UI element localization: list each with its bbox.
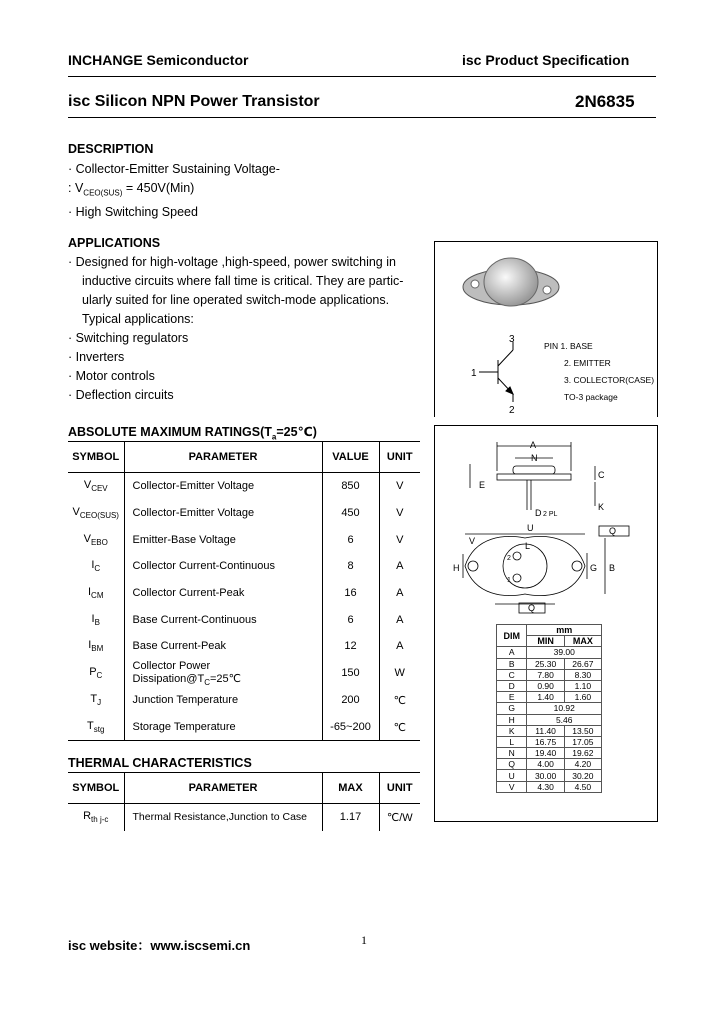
rating-symbol: $V_{EBO}$ xyxy=(83,532,108,547)
svg-text:V: V xyxy=(469,536,476,546)
ratings-header-row xyxy=(68,442,420,473)
svg-text:Q: Q xyxy=(528,603,536,613)
table-row xyxy=(68,473,420,500)
title-rule xyxy=(68,117,656,118)
rating-unit: A xyxy=(379,553,420,580)
col-max: MAX xyxy=(322,773,379,804)
spec-prefix: isc xyxy=(462,52,482,68)
rating-value: 8 xyxy=(322,553,379,580)
footer-website xyxy=(68,935,250,954)
rating-param: Storage Temperature xyxy=(124,714,322,741)
outline-drawing xyxy=(435,426,657,616)
pin-num-3: 3 xyxy=(509,334,515,345)
dim-row xyxy=(497,770,602,781)
table-row xyxy=(68,580,420,607)
thermal-table xyxy=(68,772,420,831)
rating-value: 6 xyxy=(322,526,379,553)
page-number: 1 xyxy=(361,933,367,947)
ratings-heading-tail: =25℃) xyxy=(276,425,317,439)
rating-param: Base Current-Peak xyxy=(124,633,322,660)
rating-symbol: $T_{stg}$ xyxy=(87,719,105,735)
rating-value: 12 xyxy=(322,633,379,660)
dim-row xyxy=(497,759,602,770)
dim-col-unit: mm xyxy=(527,625,602,636)
app-line: · Switching regulators xyxy=(68,331,189,345)
svg-text:K: K xyxy=(598,502,605,512)
dim-min: 0.90 xyxy=(527,680,564,691)
dim-letter: B xyxy=(497,658,527,669)
dim-row xyxy=(497,736,602,747)
dim-max: 8.30 xyxy=(564,669,601,680)
rating-unit: ℃ xyxy=(379,687,420,714)
pin-2-label: 2. EMITTER xyxy=(564,358,611,368)
thermal-param: Thermal Resistance,Junction to Case xyxy=(124,804,322,831)
dim-letter: N xyxy=(497,748,527,759)
app-line: · Designed for high-voltage ,high-speed, power switching in xyxy=(68,255,396,269)
col-unit: UNIT xyxy=(379,773,420,804)
svg-text:1: 1 xyxy=(507,577,511,584)
dim-max: 17.05 xyxy=(564,736,601,747)
dim-letter: U xyxy=(497,770,527,781)
rating-param: Collector Power $Dissipation@T_C=25℃$ xyxy=(124,660,322,687)
dim-letter: E xyxy=(497,692,527,703)
rating-symbol: $T_J$ xyxy=(90,693,102,708)
col-parameter: PARAMETER xyxy=(124,773,322,804)
rating-unit: A xyxy=(379,580,420,607)
rating-symbol: $V_{CEO(SUS)}$ xyxy=(72,505,119,521)
dim-letter: L xyxy=(497,736,527,747)
rating-value: 150 xyxy=(322,660,379,687)
rating-unit: ℃ xyxy=(379,714,420,741)
applications-heading: APPLICATIONS xyxy=(68,236,161,250)
rating-unit: V xyxy=(379,526,420,553)
description-line: · Collector-Emitter Sustaining Voltage- xyxy=(68,162,280,176)
col-symbol: SYMBOL xyxy=(72,451,120,463)
dim-max: 19.62 xyxy=(564,748,601,759)
thermal-header-row xyxy=(68,773,420,804)
dim-value: 5.46 xyxy=(527,714,602,725)
svg-text:G: G xyxy=(590,563,598,573)
dim-min: 4.30 xyxy=(527,781,564,792)
dim-max: 13.50 xyxy=(564,725,601,736)
rating-value: 6 xyxy=(322,606,379,633)
part-number: 2N6835 xyxy=(575,92,635,111)
page-title xyxy=(68,93,320,111)
vceo-prefix: : V xyxy=(68,181,84,195)
rating-unit: V xyxy=(379,473,420,500)
rating-unit: A xyxy=(379,633,420,660)
svg-text:C: C xyxy=(598,470,605,480)
dim-row xyxy=(497,781,602,792)
rating-value: 16 xyxy=(322,580,379,607)
svg-text:E: E xyxy=(479,480,486,490)
dim-max: 30.20 xyxy=(564,770,601,781)
table-row xyxy=(68,526,420,553)
dim-row xyxy=(497,647,602,658)
rating-symbol: $I_B$ xyxy=(91,612,100,627)
ratings-table xyxy=(68,441,420,741)
pin-list xyxy=(544,338,654,406)
rating-param: Emitter-Base Voltage xyxy=(124,526,322,553)
applications-body xyxy=(68,253,403,405)
dim-letter: A xyxy=(497,647,527,658)
title-prefix: isc xyxy=(68,93,91,110)
svg-text:2 PL: 2 PL xyxy=(543,511,558,518)
dim-min: 1.40 xyxy=(527,692,564,703)
rating-param: Collector Current-Continuous xyxy=(124,553,322,580)
app-line: Typical applications: xyxy=(82,312,194,326)
svg-text:B: B xyxy=(609,563,616,573)
vceo-value: = 450V(Min) xyxy=(122,181,195,195)
rating-param: Junction Temperature xyxy=(124,687,322,714)
table-row xyxy=(68,687,420,714)
thermal-symbol: $R_{th j-c}$ xyxy=(83,810,109,825)
spec-label xyxy=(462,52,629,68)
app-line: · Motor controls xyxy=(68,369,155,383)
col-unit: UNIT xyxy=(379,442,420,473)
table-row xyxy=(68,804,420,831)
package-box xyxy=(434,241,658,417)
dim-min: 30.00 xyxy=(527,770,564,781)
svg-text:2: 2 xyxy=(507,555,511,562)
rating-symbol: $V_{CEV}$ xyxy=(83,479,108,494)
rating-value: -65~200 xyxy=(322,714,379,741)
description-body xyxy=(68,160,280,222)
vceo-sub: CEO(SUS) xyxy=(83,188,123,198)
dim-row xyxy=(497,725,602,736)
app-line: ularly suited for line operated switch-mode applications. xyxy=(82,293,390,307)
pin-1-label: PIN 1. BASE xyxy=(544,341,593,351)
rating-unit: W xyxy=(379,660,420,687)
table-row xyxy=(68,660,420,687)
dim-row xyxy=(497,680,602,691)
dim-letter: Q xyxy=(497,759,527,770)
ratings-heading xyxy=(68,424,317,442)
table-row xyxy=(68,606,420,633)
rating-symbol: $I_{BM}$ xyxy=(88,639,104,654)
pin-num-2: 2 xyxy=(509,405,515,416)
company-name: INCHANGE Semiconductor xyxy=(68,52,249,68)
dim-value: 10.92 xyxy=(527,703,602,714)
header-rule xyxy=(68,76,656,77)
dim-row xyxy=(497,669,602,680)
description-line: · High Switching Speed xyxy=(68,204,198,219)
rating-param: Base Current-Continuous xyxy=(124,606,322,633)
thermal-value: 1.17 xyxy=(322,804,379,831)
col-symbol: SYMBOL xyxy=(72,782,120,794)
dim-letter: V xyxy=(497,781,527,792)
rating-symbol: $I_C$ xyxy=(91,559,101,574)
dim-row xyxy=(497,703,602,714)
website-link[interactable]: www.iscsemi.cn xyxy=(150,938,251,953)
rating-param: Collector-Emitter Voltage xyxy=(124,500,322,527)
table-row xyxy=(68,553,420,580)
table-row xyxy=(68,714,420,741)
svg-text:A: A xyxy=(530,440,537,450)
dim-letter: K xyxy=(497,725,527,736)
rating-value: 850 xyxy=(322,473,379,500)
ratings-heading-text: ABSOLUTE MAXIMUM RATINGS(T xyxy=(68,425,272,439)
dim-letter: D xyxy=(497,680,527,691)
dim-min: 4.00 xyxy=(527,759,564,770)
dim-max: 4.20 xyxy=(564,759,601,770)
description-heading: DESCRIPTION xyxy=(68,142,154,156)
table-row xyxy=(68,500,420,527)
col-value: VALUE xyxy=(322,442,379,473)
ratings-heading-sub: a xyxy=(271,432,277,442)
rating-symbol: $P_C$ xyxy=(89,666,103,681)
dim-letter: H xyxy=(497,714,527,725)
dim-letter: G xyxy=(497,703,527,714)
rating-value: 450 xyxy=(322,500,379,527)
pin-num-1: 1 xyxy=(471,368,477,379)
rating-unit: A xyxy=(379,606,420,633)
pin-3-label: 3. COLLECTOR(CASE) xyxy=(564,375,655,385)
dim-min: 11.40 xyxy=(527,725,564,736)
title-text: Silicon NPN Power Transistor xyxy=(94,93,320,110)
col-parameter: PARAMETER xyxy=(124,442,322,473)
dim-max: 26.67 xyxy=(564,658,601,669)
dim-max: 1.10 xyxy=(564,680,601,691)
rating-value: 200 xyxy=(322,687,379,714)
dim-max: 1.60 xyxy=(564,692,601,703)
table-row xyxy=(68,633,420,660)
spec-text: Product Specification xyxy=(485,52,630,68)
dim-letter: C xyxy=(497,669,527,680)
svg-text:L: L xyxy=(525,541,531,551)
rating-param: Collector-Emitter Voltage xyxy=(124,473,322,500)
dim-row xyxy=(497,714,602,725)
dim-col-max: MAX xyxy=(564,636,601,647)
dimension-table xyxy=(496,624,602,793)
rating-symbol: $I_{CM}$ xyxy=(87,586,104,601)
dim-value: 39.00 xyxy=(527,647,602,658)
dim-col-dim: DIM xyxy=(497,625,527,647)
rating-unit: V xyxy=(379,500,420,527)
dim-min: 25.30 xyxy=(527,658,564,669)
description-line xyxy=(68,179,280,203)
dim-row xyxy=(497,692,602,703)
thermal-heading: THERMAL CHARACTERISTICS xyxy=(68,756,252,770)
app-line: · Deflection circuits xyxy=(68,388,174,402)
rating-param: Collector Current-Peak xyxy=(124,580,322,607)
dim-min: 16.75 xyxy=(527,736,564,747)
thermal-unit: ℃/W xyxy=(379,804,420,831)
dim-min: 19.40 xyxy=(527,748,564,759)
dim-max: 4.50 xyxy=(564,781,601,792)
svg-text:H: H xyxy=(453,563,460,573)
dim-row xyxy=(497,658,602,669)
dim-row xyxy=(497,748,602,759)
app-line: inductive circuits where fall time is critical. They are partic- xyxy=(82,274,404,288)
dim-min: 7.80 xyxy=(527,669,564,680)
svg-text:U: U xyxy=(527,523,534,533)
dim-unit-row xyxy=(497,625,602,636)
website-label: isc website： xyxy=(68,938,151,953)
app-line: · Inverters xyxy=(68,350,125,364)
svg-text:Q: Q xyxy=(609,526,617,536)
dim-col-min: MIN xyxy=(527,636,564,647)
svg-text:N: N xyxy=(531,453,538,463)
svg-text:D: D xyxy=(535,508,542,518)
npn-symbol-icon xyxy=(479,342,513,402)
package-label: TO-3 package xyxy=(564,392,618,402)
